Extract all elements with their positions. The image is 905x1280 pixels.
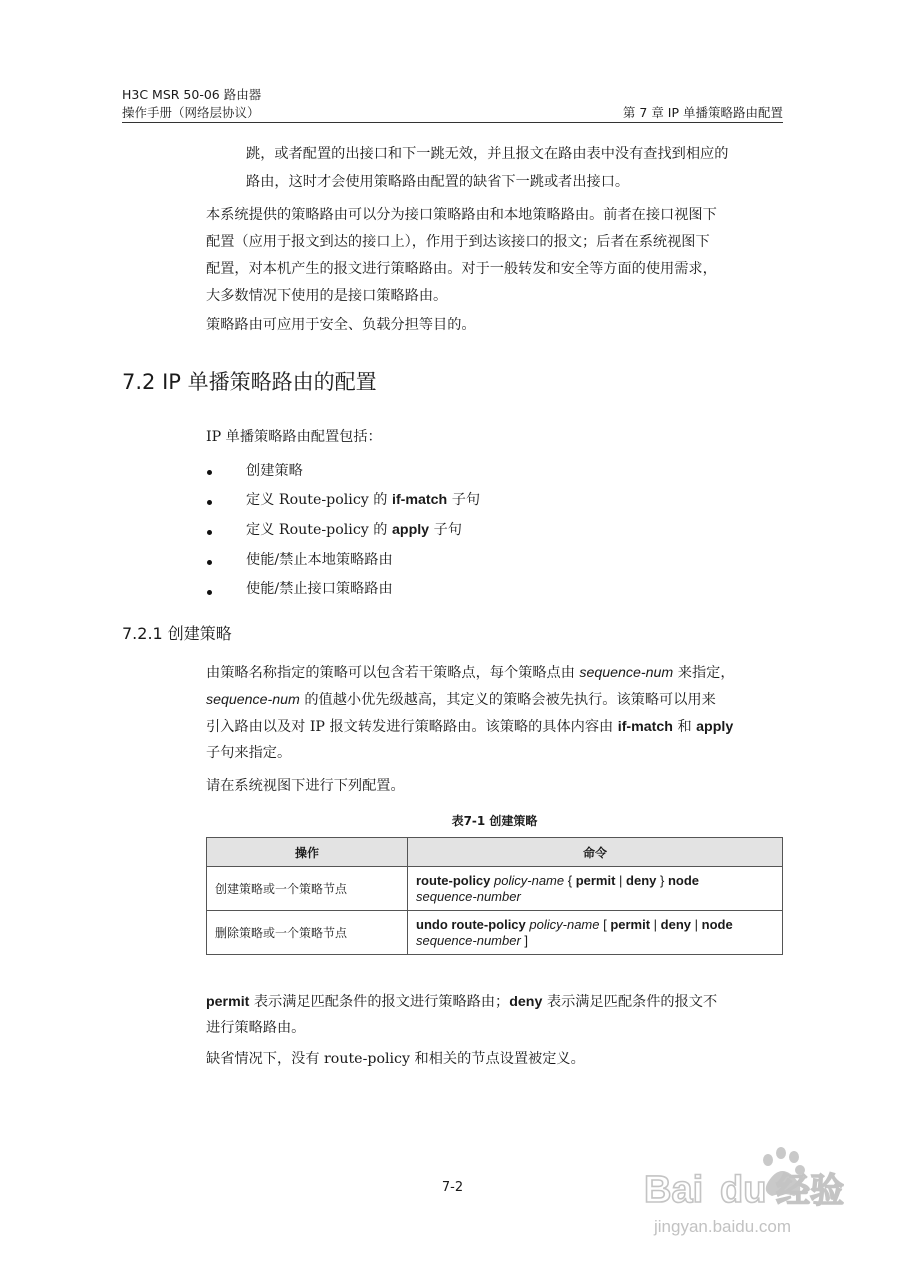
bullet-dot — [207, 470, 212, 475]
header-chapter: 第 7 章 IP 单播策略路由配置 — [622, 105, 783, 120]
bullet-dot — [207, 530, 212, 535]
header-product: H3C MSR 50-06 路由器 — [122, 87, 262, 102]
command-table — [206, 837, 783, 955]
after-para1-line-1: permit 表示满足匹配条件的报文进行策略路由；deny 表示满足匹配条件的报文不 — [206, 994, 718, 1010]
sub-para1-line-2: sequence-num 的值越小优先级越高，其定义的策略会被先执行。该策略可以用来 — [206, 692, 716, 708]
sub-para1-line-4: 子句来指定。 — [206, 745, 292, 761]
header-rule — [122, 122, 783, 123]
section-lead: IP 单播策略路由配置包括： — [206, 429, 382, 445]
svg-text:jingyan.baidu.com: jingyan.baidu.com — [654, 1217, 792, 1236]
svg-text:Bai: Bai — [644, 1169, 704, 1211]
sub-para1-line-3: 引入路由以及对 IP 报文转发进行策略路由。该策略的具体内容由 if-match 和 apply — [206, 719, 734, 735]
table-caption: 表7-1 创建策略 — [451, 814, 538, 828]
list-item: 使能/禁止本地策略路由 — [246, 552, 393, 568]
list-item: 定义 Route-policy 的 apply 子句 — [246, 522, 462, 538]
list-item: 使能/禁止接口策略路由 — [246, 581, 393, 597]
baidu-jingyan-watermark — [640, 1140, 870, 1270]
header-manual: 操作手册（网络层协议） — [122, 105, 260, 120]
page-number: 7-2 — [441, 1180, 464, 1195]
bullet-dot — [207, 500, 212, 505]
bullet-dot — [207, 590, 212, 595]
section-title: 7.2 IP 单播策略路由的配置 — [122, 370, 377, 394]
intro-line-2: 路由，这时才会使用策略路由配置的缺省下一跳或者出接口。 — [246, 174, 630, 190]
table-row — [207, 867, 783, 911]
after-para1-line-2: 进行策略路由。 — [206, 1020, 306, 1036]
table-header-row — [207, 838, 783, 867]
column-header-operation: 操作 — [207, 838, 408, 867]
subsection-title: 7.2.1 创建策略 — [122, 624, 232, 643]
bullet-dot — [207, 560, 212, 565]
operation-cell: 删除策略或一个策略节点 — [207, 911, 408, 955]
operation-cell: 创建策略或一个策略节点 — [207, 867, 408, 911]
list-item: 定义 Route-policy 的 if-match 子句 — [246, 492, 481, 508]
command-cell: route-policy policy-name { permit | deny } node sequence-number — [408, 867, 783, 911]
list-item: 创建策略 — [246, 463, 303, 479]
command-cell: undo route-policy policy-name [ permit | deny | node sequence-number ] — [408, 911, 783, 955]
sub-para2: 请在系统视图下进行下列配置。 — [206, 778, 405, 794]
svg-text:du: du — [720, 1169, 767, 1211]
intro-para2-line-4: 大多数情况下使用的是接口策略路由。 — [206, 288, 448, 304]
intro-line-1: 跳，或者配置的出接口和下一跳无效，并且报文在路由表中没有查找到相应的 — [246, 146, 729, 162]
intro-para3: 策略路由可应用于安全、负载分担等目的。 — [206, 317, 476, 333]
intro-para2-line-1: 本系统提供的策略路由可以分为接口策略路由和本地策略路由。前者在接口视图下 — [206, 207, 717, 223]
intro-para2-line-2: 配置（应用于报文到达的接口上），作用于到达该接口的报文；后者在系统视图下 — [206, 234, 710, 250]
after-para2: 缺省情况下，没有 route-policy 和相关的节点设置被定义。 — [206, 1051, 585, 1067]
paw-logo-icon — [640, 1140, 870, 1270]
column-header-command: 命令 — [408, 838, 783, 867]
intro-para2-line-3: 配置，对本机产生的报文进行策略路由。对于一般转发和安全等方面的使用需求， — [206, 261, 717, 277]
sub-para1-line-1: 由策略名称指定的策略可以包含若干策略点，每个策略点由 sequence-num 来指定， — [206, 665, 735, 681]
table-row — [207, 911, 783, 955]
svg-text:经验: 经验 — [776, 1171, 844, 1211]
